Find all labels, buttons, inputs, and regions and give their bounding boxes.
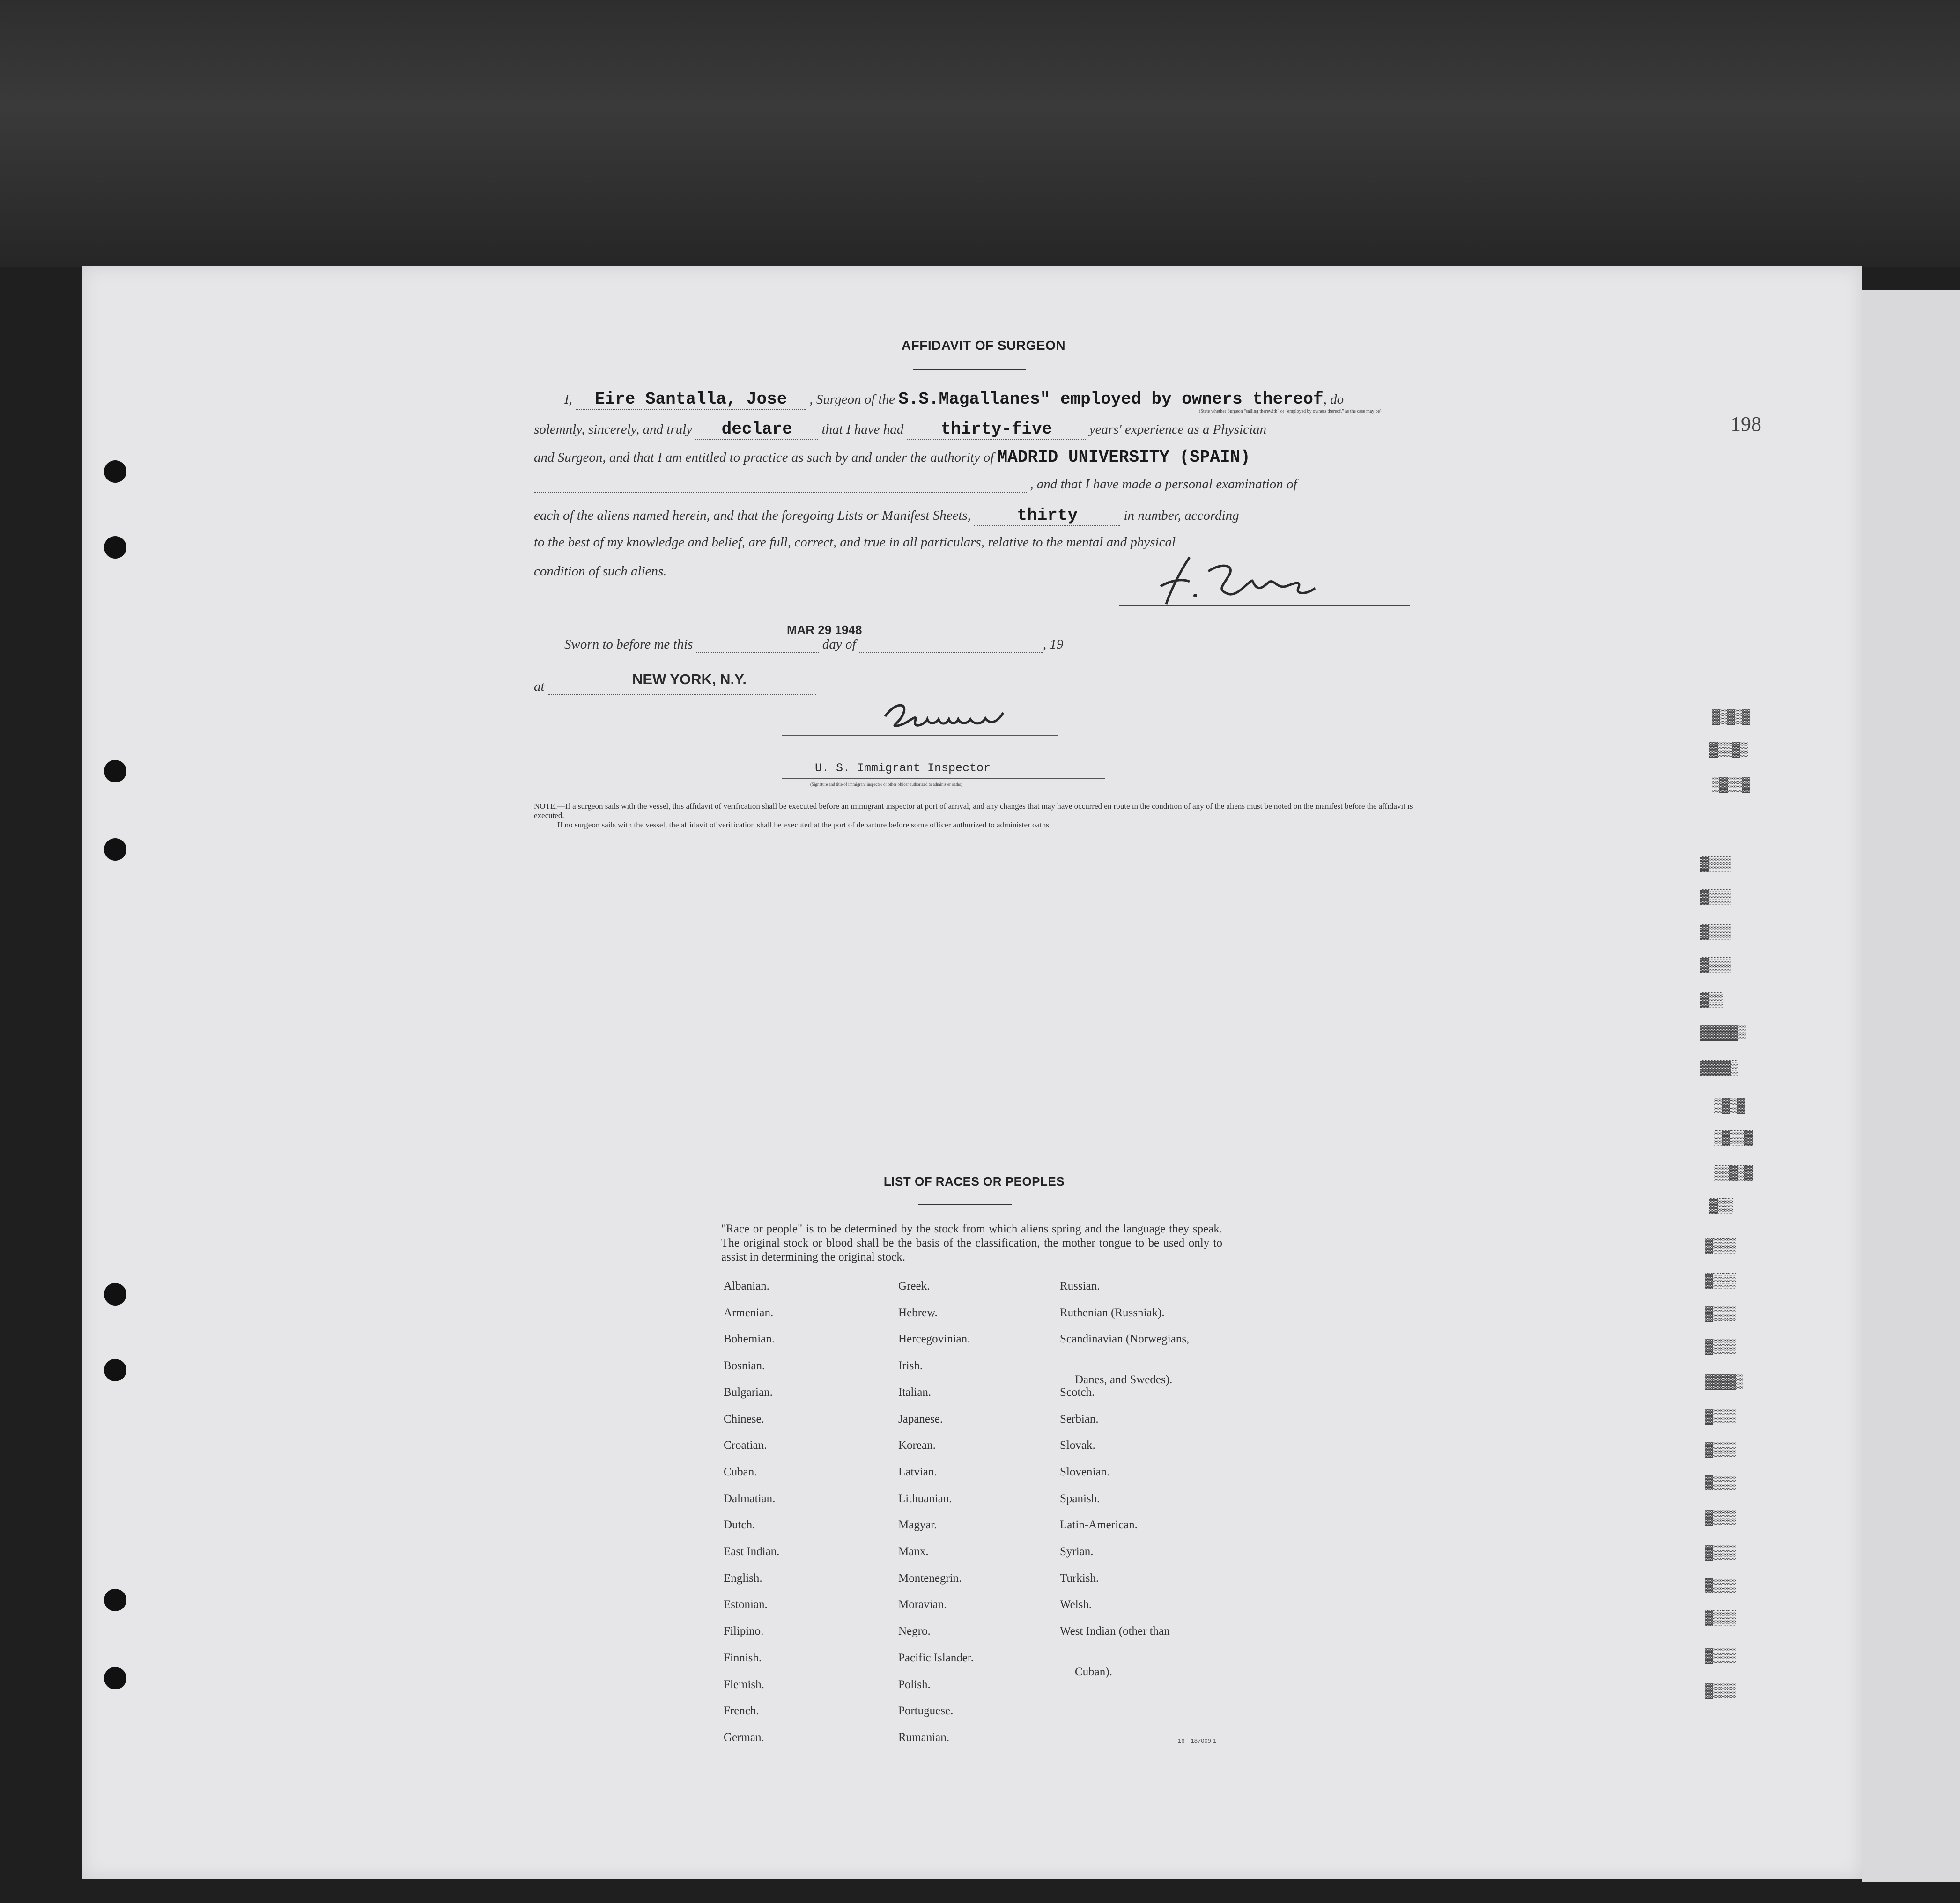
authority-field: MADRID UNIVERSITY (SPAIN) <box>997 448 1250 467</box>
edge-mark: ▒▓▒▒▓ <box>1712 777 1750 793</box>
race-item: Bohemian. <box>724 1333 775 1345</box>
race-item: Pacific Islander. <box>898 1652 974 1664</box>
race-item: Dalmatian. <box>724 1492 776 1505</box>
signature-line <box>1119 605 1410 606</box>
edge-mark: ▓▒▒▒ <box>1700 890 1731 906</box>
race-item: Welsh. <box>1060 1598 1092 1611</box>
race-item: Bosnian. <box>724 1359 765 1372</box>
race-item: East Indian. <box>724 1545 780 1558</box>
form-code: 16—187009-1 <box>1178 1737 1217 1744</box>
race-item: Moravian. <box>898 1598 947 1611</box>
race-item: Japanese. <box>898 1413 943 1425</box>
edge-mark: ▓▓▓▓▒ <box>1705 1374 1743 1390</box>
binder-hole <box>104 1589 126 1611</box>
edge-mark: ▓▒▒▓▒ <box>1709 742 1747 758</box>
binder-hole <box>104 760 126 782</box>
edge-mark: ▓▒▒ <box>1700 993 1723 1009</box>
race-item: Italian. <box>898 1386 932 1399</box>
edge-mark: ▓▒▒▒ <box>1705 1510 1735 1526</box>
races-title: LIST OF RACES OR PEOPLES <box>883 1174 1065 1188</box>
race-item: Flemish. <box>724 1678 764 1691</box>
edge-mark: ▓▒▒▒ <box>1705 1648 1735 1664</box>
edge-mark: ▓▒▒▒ <box>1705 1683 1735 1699</box>
sheets-count-field: thirty <box>974 506 1120 526</box>
edge-mark: ▓▓▓▓▒ <box>1700 1061 1738 1077</box>
sworn-date-field <box>696 637 819 653</box>
edge-mark: ▓▒▒▒ <box>1705 1475 1735 1491</box>
races-intro: "Race or people" is to be determined by the stock from which aliens spring and the language they speak. The original stock or blood shall be the basis of the classification, the mother tongue to be used only to assist in determining the original stock. <box>721 1223 1222 1263</box>
affidavit-line-4: , and that I have made a personal examination of <box>534 477 1297 493</box>
race-item: Finnish. <box>724 1652 762 1664</box>
binder-hole <box>104 1283 126 1306</box>
edge-mark: ▓▒▒▒ <box>1705 1545 1735 1561</box>
race-item: Portuguese. <box>898 1704 954 1717</box>
affidavit-line-2: solemnly, sincerely, and truly declare that I have had thirty-five years' experience as a Physician <box>534 420 1267 439</box>
race-item: Scotch. <box>1060 1386 1095 1399</box>
races-title-rule <box>918 1204 1012 1205</box>
race-item: Greek. <box>898 1280 930 1292</box>
location-stamp: NEW YORK, N.Y. <box>632 671 747 687</box>
inspector-title-line <box>782 778 1105 779</box>
race-item: Magyar. <box>898 1519 937 1531</box>
affidavit-line-1: I, Eire Santalla, Jose , Surgeon of the S.S.Magallanes" employed by owners thereof, do <box>564 390 1344 409</box>
race-item: Latvian. <box>898 1466 937 1478</box>
surgeon-signature <box>1119 553 1410 613</box>
race-item: Danes, and Swedes). <box>1075 1373 1173 1386</box>
edge-mark: ▓▒▒▒ <box>1705 1578 1735 1594</box>
sworn-line: Sworn to before me this day of , 19 <box>564 637 1063 653</box>
edge-mark: ▓▒▒▒ <box>1705 1274 1735 1290</box>
race-item: Hercegovinian. <box>898 1333 970 1345</box>
page-number: 198 <box>1731 413 1761 435</box>
edge-mark: ▒▓▒▒▓ <box>1714 1131 1752 1147</box>
race-item: Croatian. <box>724 1439 767 1452</box>
note-paragraph-1: NOTE.—If a surgeon sails with the vessel, this affidavit of verification shall be executed before an immigrant inspector at port of arrival, and any changes that may have occurred en route in the condition of any of the aliens must be noted on the manifest before the affidavit is executed. <box>534 802 1413 820</box>
edge-mark: ▓▒▒▒ <box>1705 1339 1735 1355</box>
race-item: Bulgarian. <box>724 1386 773 1399</box>
affidavit-line-5: each of the aliens named herein, and that the foregoing Lists or Manifest Sheets, thirty in number, according <box>534 506 1239 525</box>
race-item: Spanish. <box>1060 1492 1100 1505</box>
race-item: Ruthenian (Russniak). <box>1060 1306 1165 1319</box>
edge-mark: ▓▒▒ <box>1709 1199 1732 1215</box>
inspector-signature <box>880 698 1012 738</box>
race-item: Irish. <box>898 1359 923 1372</box>
race-item: Slovak. <box>1060 1439 1095 1452</box>
race-item: Manx. <box>898 1545 929 1558</box>
edge-mark: ▓▒▒▒ <box>1705 1306 1735 1322</box>
note-paragraph-2: If no surgeon sails with the vessel, the affidavit of verification shall be executed at the port of departure before some officer authorized to administer oaths. <box>557 820 1051 829</box>
adjacent-page-edge <box>1862 290 1960 1882</box>
edge-mark: ▓▒▒▒ <box>1705 1239 1735 1254</box>
race-item: Syrian. <box>1060 1545 1094 1558</box>
affidavit-line-6: to the best of my knowledge and belief, are full, correct, and true in all particulars, relative to the mental and physical <box>534 535 1176 550</box>
race-item: Montenegrin. <box>898 1572 962 1585</box>
location-line: at <box>534 679 816 695</box>
vessel-field: S.S.Magallanes" employed by owners thereof <box>898 390 1324 409</box>
binder-hole <box>104 536 126 559</box>
edge-mark: ▓▒▒▒ <box>1700 925 1731 941</box>
binder-hole <box>104 1667 126 1689</box>
race-item: Dutch. <box>724 1519 755 1531</box>
race-item: Korean. <box>898 1439 936 1452</box>
affidavit-line-3: and Surgeon, and that I am entitled to practice as such by and under the authority of MADRID UNIVERSITY (SPAIN) <box>534 448 1250 467</box>
experience-field: thirty-five <box>907 420 1086 440</box>
race-item: Lithuanian. <box>898 1492 952 1505</box>
race-item: Estonian. <box>724 1598 768 1611</box>
race-item: Scandinavian (Norwegians, <box>1060 1333 1190 1345</box>
binder-hole <box>104 460 126 483</box>
race-item: West Indian (other than <box>1060 1625 1170 1637</box>
inspector-signature-line <box>782 735 1058 736</box>
race-item: English. <box>724 1572 762 1585</box>
sworn-month-field <box>859 637 1043 653</box>
race-item: Hebrew. <box>898 1306 938 1319</box>
edge-mark: ▓▒▒▒ <box>1700 857 1731 873</box>
edge-mark: ▒▓▒▓ <box>1714 1098 1745 1114</box>
race-item: German. <box>724 1731 764 1744</box>
race-item: Chinese. <box>724 1413 764 1425</box>
scan-border-top <box>0 0 1960 267</box>
race-item: Russian. <box>1060 1280 1100 1292</box>
race-item: Slovenian. <box>1060 1466 1110 1478</box>
race-item: Serbian. <box>1060 1413 1099 1425</box>
affidavit-note <box>534 802 1414 830</box>
race-item: Albanian. <box>724 1280 769 1292</box>
authority-continuation-field <box>534 477 1027 493</box>
edge-mark: ▓▓▓▓▓▒ <box>1700 1025 1746 1041</box>
race-item: Rumanian. <box>898 1731 950 1744</box>
inspector-caption: (Signature and title of immigrant inspector or other officer authorized to administer oaths) <box>810 782 962 787</box>
employment-note: (State whether Surgeon "sailing therewith" or "employed by owners thereof," as the case may be) <box>1199 409 1382 414</box>
edge-mark: ▓▒▒▒ <box>1705 1442 1735 1458</box>
edge-mark: ▓▒▒▒ <box>1705 1611 1735 1627</box>
edge-mark: ▓▒▓▒▓ <box>1712 709 1750 725</box>
edge-mark: ▓▒▒▒ <box>1700 958 1731 974</box>
declaration-field: declare <box>695 420 818 440</box>
race-item: Latin-American. <box>1060 1519 1138 1531</box>
affidavit-title: AFFIDAVIT OF SURGEON <box>901 338 1066 353</box>
race-item: French. <box>724 1704 759 1717</box>
binder-hole <box>104 838 126 861</box>
edge-mark: ▒▒▓▒▓ <box>1714 1166 1752 1182</box>
race-item: Turkish. <box>1060 1572 1099 1585</box>
date-stamp: MAR 29 1948 <box>787 623 862 637</box>
inspector-title: U. S. Immigrant Inspector <box>815 761 991 775</box>
affidavit-line-7: condition of such aliens. <box>534 564 667 579</box>
race-item: Filipino. <box>724 1625 764 1637</box>
title-rule <box>913 369 1026 370</box>
edge-mark: ▓▒▒▒ <box>1705 1409 1735 1425</box>
surgeon-name-field: Eire Santalla, Jose <box>576 390 806 410</box>
race-item: Polish. <box>898 1678 931 1691</box>
race-item: Cuban). <box>1075 1666 1112 1678</box>
binder-hole <box>104 1359 126 1381</box>
race-item: Armenian. <box>724 1306 774 1319</box>
race-item: Negro. <box>898 1625 931 1637</box>
race-item: Cuban. <box>724 1466 757 1478</box>
